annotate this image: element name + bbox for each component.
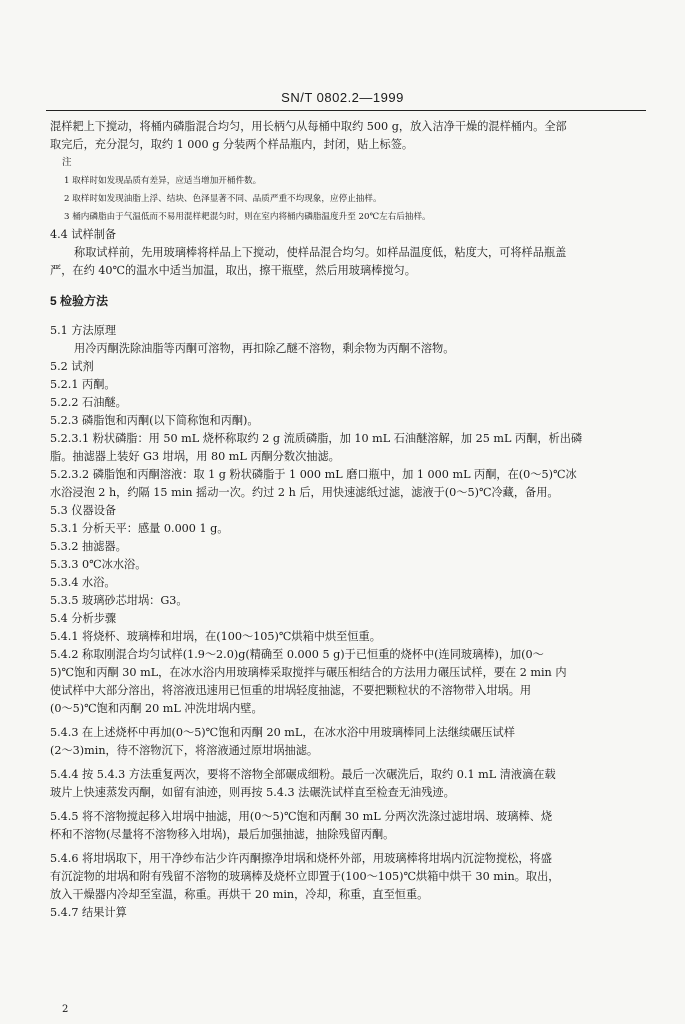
text-line: 严，在约 40℃的温水中适当加温，取出，擦干瓶壁，然后用玻璃棒搅匀。 (50, 264, 416, 277)
text-line: 5.3.4 水浴。 (50, 576, 116, 589)
text-line: 混样耙上下搅动，将桶内磷脂混合均匀，用长柄勺从每桶中取约 500 g，放入洁净干燥的混样桶内。全部 (50, 120, 567, 133)
text-line: 5.2 试剂 (50, 360, 94, 373)
text-line: (0～5)℃饱和丙酮 20 mL 冲洗坩埚内壁。 (50, 702, 263, 715)
text-line: 5.4.7 结果计算 (50, 906, 127, 919)
text-line: 1 取样时如发现品质有差异，应适当增加开桶件数。 (64, 176, 262, 186)
text-line: 注 (62, 157, 72, 168)
page-number: 2 (62, 1004, 69, 1015)
text-line: 水浴浸泡 2 h，约隔 15 min 摇动一次。约过 2 h 后，用快速滤纸过滤，滤液于(0～5)℃冷藏，备用。 (50, 486, 559, 499)
text-line: 2 取样时如发现油脂上浮、结块、色泽显著不同、品质严重不均现象，应停止抽样。 (64, 194, 382, 204)
text-line: 5.2.1 丙酮。 (50, 378, 116, 391)
spacer (50, 280, 646, 292)
text-line: 5.1 方法原理 (50, 324, 117, 337)
text-line: 5.3.2 抽滤器。 (50, 540, 127, 553)
spacer (50, 310, 646, 322)
text-line: 有沉淀物的坩埚和附有残留不溶物的玻璃棒及烧杯立即置于(100～105)℃烘箱中烘干 30 min。取出， (50, 870, 560, 883)
text-line: 4.4 试样制备 (50, 228, 117, 241)
text-line: 称取试样前，先用玻璃棒将样品上下搅动，使样品混合均匀。如样品温度低，粘度大，可将样品瓶盖 (74, 246, 567, 259)
text-line: (2～3)min，待不溶物沉下，将溶液通过原坩埚抽滤。 (50, 744, 319, 757)
text-line: 5.4.5 将不溶物搅起移入坩埚中抽滤，用(0～5)℃饱和丙酮 30 mL 分两次洗涤过滤坩埚、玻璃棒、烧 (50, 810, 553, 823)
text-line: 5.4.6 将坩埚取下，用干净纱布沾少许丙酮擦净坩埚和烧杯外部，用玻璃棒将坩埚内沉淀物搅松，将盛 (50, 852, 552, 865)
text-line: 5.2.3.2 磷脂饱和丙酮溶液：取 1 g 粉状磷脂于 1 000 mL 磨口瓶中，加 1 000 mL 丙酮，在(0～5)℃冰 (50, 468, 577, 481)
text-line: 使试样中大部分溶出，将溶液迅速用已恒重的坩埚轻度抽滤，不要把颗粒状的不溶物带入坩埚。用 (50, 684, 532, 697)
text-line: 用冷丙酮洗除油脂等丙酮可溶物，再扣除乙醚不溶物，剩余物为丙酮不溶物。 (74, 342, 455, 355)
text-line: 5.3.5 玻璃砂芯坩埚：G3。 (50, 594, 188, 607)
text-line: 5.2.3 磷脂饱和丙酮(以下简称饱和丙酮)。 (50, 414, 259, 427)
text-line: 3 桶内磷脂由于气温低而不易用混样耙混匀时，则在室内将桶内磷脂温度升至 20℃左右后抽样。 (64, 212, 431, 222)
text-line: 5.3.1 分析天平：感量 0.000 1 g。 (50, 522, 229, 535)
text-line: 取完后，充分混匀，取约 1 000 g 分装两个样品瓶内，封闭，贴上标签。 (50, 138, 414, 151)
text-line: 玻片上快速蒸发丙酮，如留有油迹，则再按 5.4.3 法碾洗试样直至检查无油残迹。 (50, 786, 455, 799)
text-line: 5.4 分析步骤 (50, 612, 117, 625)
text-line: 放入干燥器内冷却至室温，称重。再烘干 20 min，冷却，称重，直至恒重。 (50, 888, 429, 901)
text-line: 5.4.1 将烧杯、玻璃棒和坩埚，在(100～105)℃烘箱中烘至恒重。 (50, 630, 381, 643)
text-line: 5.4.3 在上述烧杯中再加(0～5)℃饱和丙酮 20 mL，在冰水浴中用玻璃棒同上法继续碾压试样 (50, 726, 515, 739)
text-line: 杯和不溶物(尽量将不溶物移入坩埚)，最后加强抽滤，抽除残留丙酮。 (50, 828, 395, 841)
header-rule (46, 110, 646, 111)
text-line: 脂。抽滤器上装好 G3 坩埚，用 80 mL 丙酮分数次抽滤。 (50, 450, 340, 463)
text-line: 5.2.3.1 粉状磷脂：用 50 mL 烧杯称取约 2 g 流质磷脂，加 10 mL 石油醚溶解，加 25 mL 丙酮，析出磷 (50, 432, 583, 445)
text-line: 5 检验方法 (50, 294, 109, 308)
text-line: 5.4.4 按 5.4.3 方法重复两次，要将不溶物全部碾成细粉。最后一次碾洗后，取约 0.1 mL 清液滴在载 (50, 768, 556, 781)
document-body (50, 118, 646, 922)
text-line: 5.2.2 石油醚。 (50, 396, 127, 409)
text-line: 5)℃饱和丙酮 30 mL，在冰水浴内用玻璃棒采取搅拌与碾压相结合的方法用力碾压试样，要在 2 min 内 (50, 666, 567, 679)
text-line: 5.4.2 称取刚混合均匀试样(1.9～2.0)g(精确至 0.000 5 g)于已恒重的烧杯中(连同玻璃棒)，加(0～ (50, 648, 544, 661)
page-header: SN/T 0802.2—1999 (281, 90, 404, 105)
text-line: 5.3 仪器设备 (50, 504, 117, 517)
text-line: 5.3.3 0℃冰水浴。 (50, 558, 147, 571)
